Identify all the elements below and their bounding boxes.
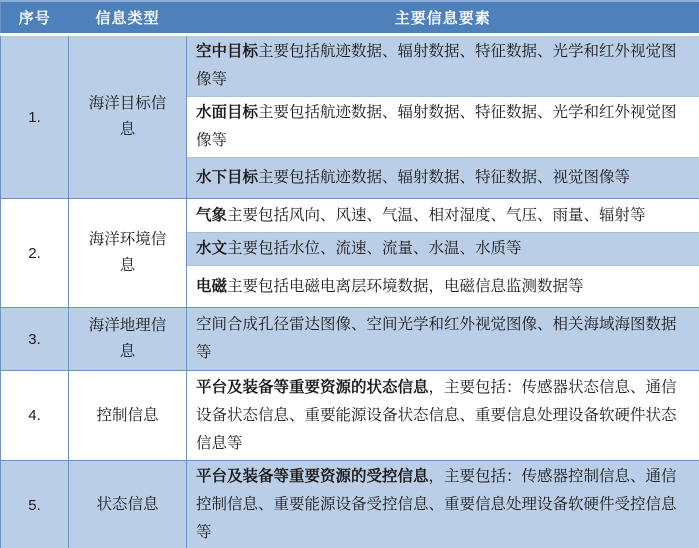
item-text: ，主要包括：传感器状态信息、通信设备状态信息、重要能源设备状态信息、重要信息处理设备软硬件状态信息等 [196, 378, 677, 452]
item-text: 主要包括航迹数据、辐射数据、特征数据、光学和红外视觉图像等 [196, 104, 677, 149]
item-text: 主要包括电磁电离层环境数据，电磁信息监测数据等 [227, 277, 584, 295]
item-lead-label: 空中目标 [196, 43, 259, 60]
item-lead-label: 水文 [196, 240, 228, 257]
item-text: 主要包括航迹数据、辐射数据、特征数据、视觉图像等 [258, 169, 631, 186]
header-col-elements: 主要信息要素 [187, 1, 699, 35]
row-2-item-hydrology [187, 233, 699, 266]
item-text: 主要包括水位、流速、流量、水温、水质等 [227, 240, 522, 257]
item-lead-label: 平台及装备等重要资源的受控信息 [196, 468, 429, 485]
item-text: 空间合成孔径雷达图像、空间光学和红外视觉图像、相关海域海图数据等 [196, 316, 677, 361]
row-1-item-air-target [187, 35, 699, 97]
row-5-type-cell: 状态信息 [69, 461, 187, 548]
item-lead-label: 电磁 [196, 277, 228, 295]
row-2-type-cell: 海洋环境信息 [69, 199, 187, 308]
row-1-index-cell: 1. [1, 35, 69, 199]
row-3-item-geography [187, 308, 699, 371]
row-3-index-cell: 3. [1, 308, 69, 371]
table-row [1, 35, 699, 97]
header-row [1, 1, 699, 35]
row-4-type-cell: 控制信息 [69, 371, 187, 461]
table-row [1, 199, 699, 233]
row-4-item-control-info [187, 371, 699, 461]
row-2-item-meteorology [187, 199, 699, 233]
row-1-type-cell: 海洋目标信息 [69, 35, 187, 199]
row-4-index-cell: 4. [1, 371, 69, 461]
item-text: 主要包括航迹数据、辐射数据、特征数据、光学和红外视觉图像等 [196, 43, 677, 88]
row-3-type-cell: 海洋地理信息 [69, 308, 187, 371]
row-5-index-cell: 5. [1, 461, 69, 548]
table-row [1, 308, 699, 371]
header-col-index: 序号 [1, 1, 69, 35]
item-text: 主要包括风向、风速、气温、相对湿度、气压、雨量、辐射等 [227, 206, 646, 224]
item-lead-label: 水下目标 [196, 169, 259, 186]
row-5-item-status-info [187, 461, 699, 548]
row-1-item-surface-target [187, 97, 699, 158]
item-text: ，主要包括：传感器控制信息、通信控制信息、重要能源设备受控信息、重要信息处理设备软硬件受控信息等 [196, 468, 677, 541]
item-lead-label: 平台及装备等重要资源的状态信息 [196, 378, 429, 396]
row-1-item-underwater-target [187, 158, 699, 199]
row-2-item-electromagnetic [187, 266, 699, 308]
item-lead-label: 气象 [196, 206, 228, 224]
table-row [1, 371, 699, 461]
header-col-type: 信息类型 [69, 1, 187, 35]
item-lead-label: 水面目标 [196, 104, 259, 121]
table-row [1, 461, 699, 548]
row-2-index-cell: 2. [1, 199, 69, 308]
